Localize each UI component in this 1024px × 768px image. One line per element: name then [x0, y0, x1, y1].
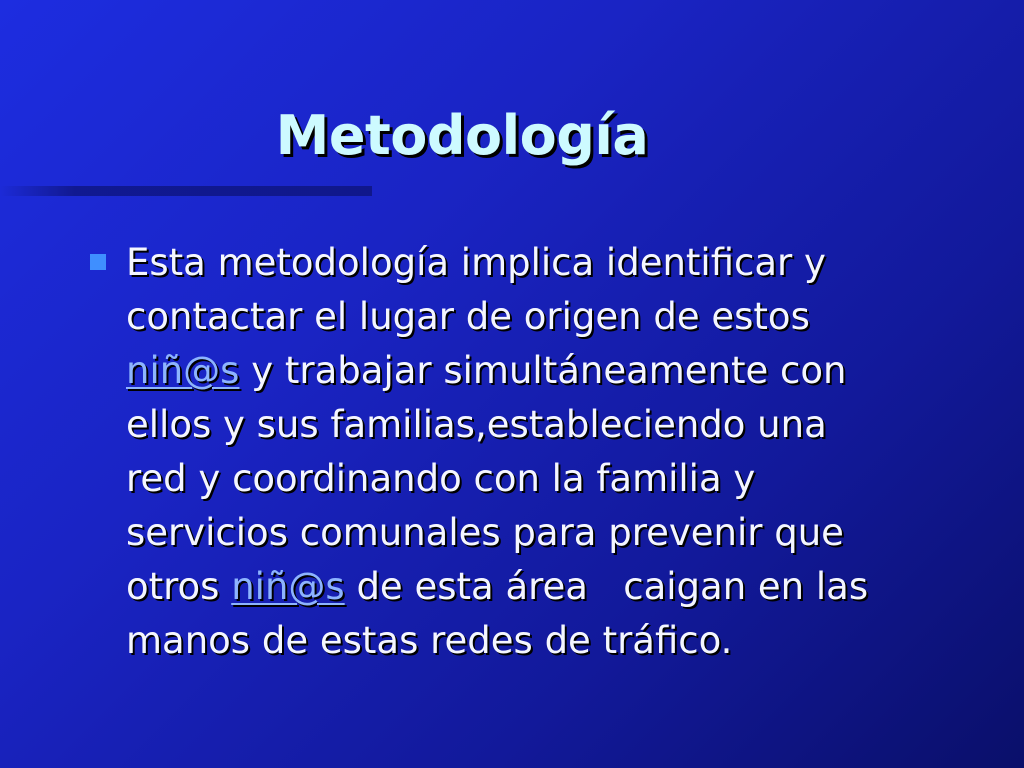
bullet-line-2: contactar el lugar de origen de estos — [126, 295, 810, 338]
bullet-line-7-pre: otros — [126, 565, 232, 608]
slide-title: Metodología — [275, 104, 649, 167]
bullet-line-7-rest: de esta área caigan en las — [344, 565, 869, 608]
bullet-text — [126, 236, 948, 668]
title-underline — [0, 186, 372, 196]
ninos-link-2[interactable]: niñ@s — [231, 565, 345, 608]
bullet-line-8: manos de estas redes de tráfico. — [126, 619, 733, 662]
bullet-line-3 — [126, 344, 948, 398]
bullet-line-6: servicios comunales para prevenir que — [126, 511, 844, 554]
bullet-line-1: Esta metodología implica identificar y — [126, 241, 826, 284]
bullet-line-3-rest: y trabajar simultáneamente con — [239, 349, 847, 392]
square-bullet-icon — [90, 254, 106, 270]
ninos-link[interactable]: niñ@s — [126, 349, 240, 392]
bullet-line-5: red y coordinando con la familia y — [126, 457, 756, 500]
bullet-line-7 — [126, 560, 948, 614]
bullet-line-4: ellos y sus familias,estableciendo una — [126, 403, 827, 446]
